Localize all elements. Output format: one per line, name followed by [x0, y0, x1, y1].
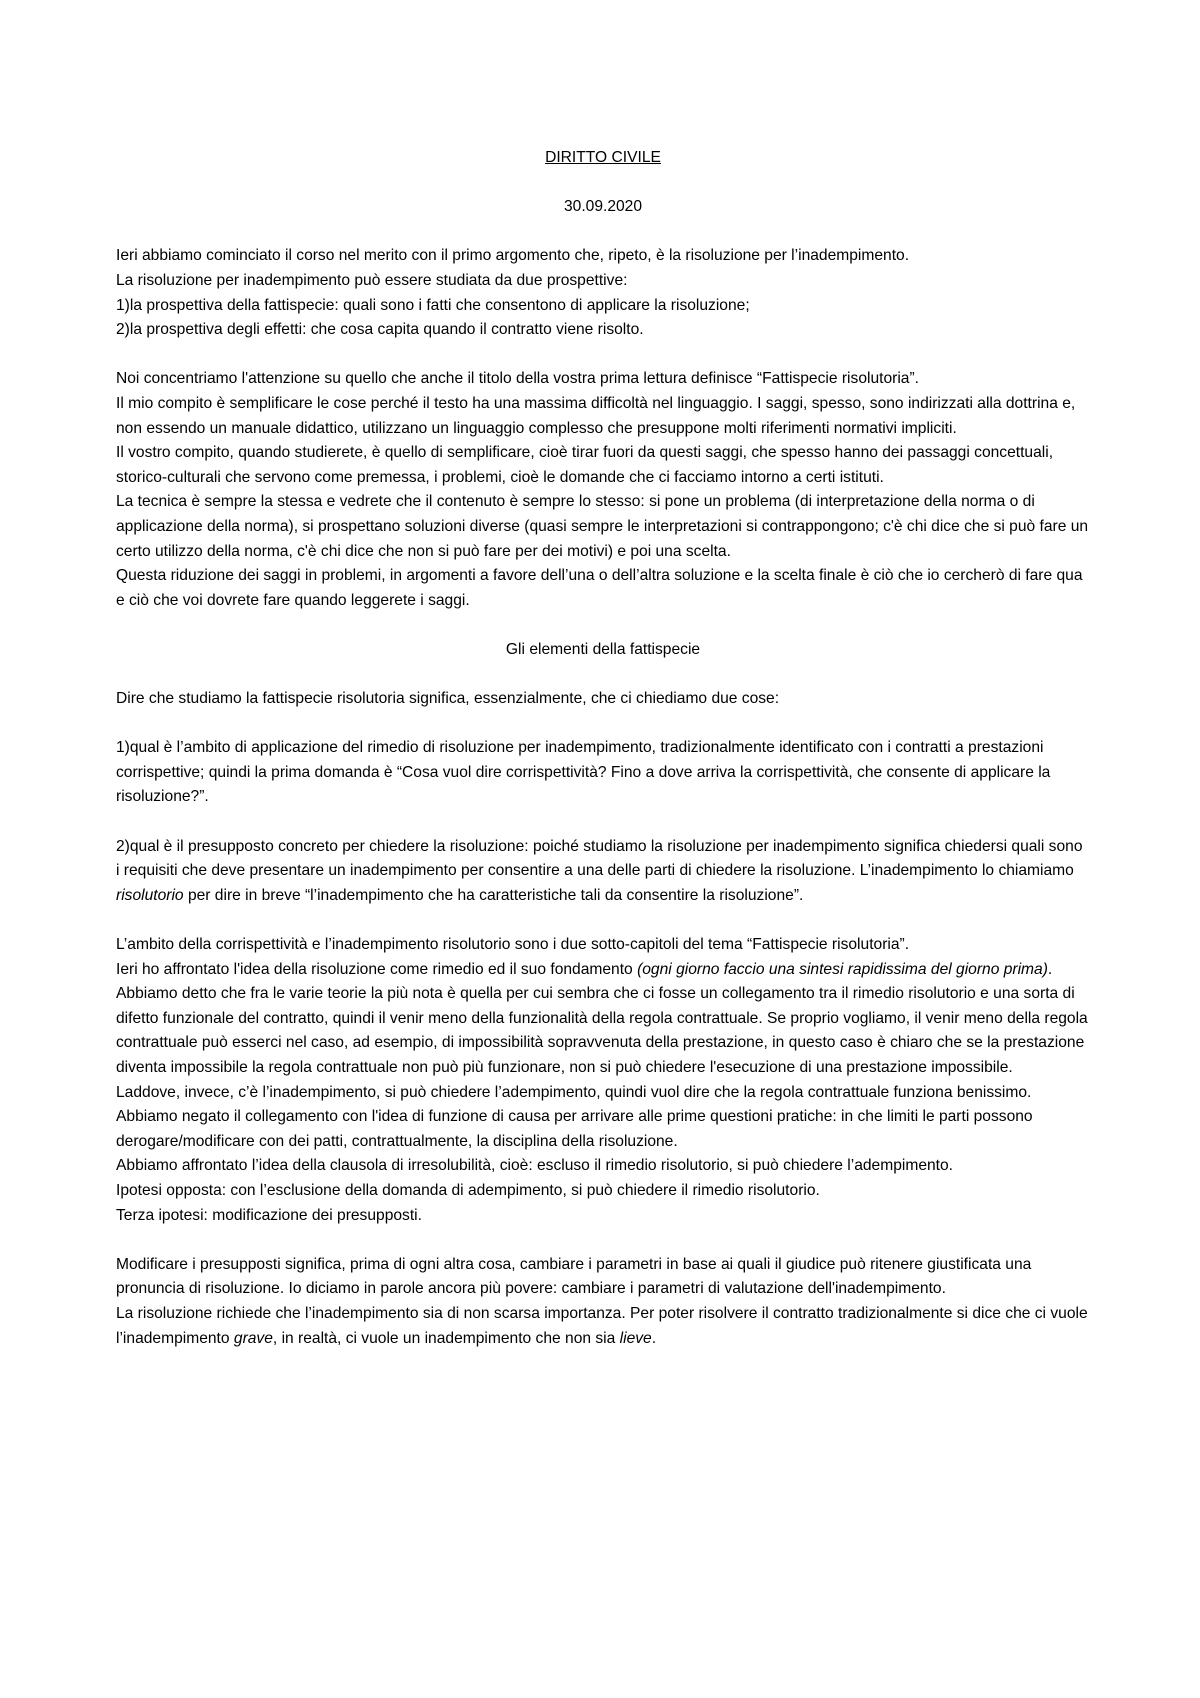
recap-paragraph-7: Terza ipotesi: modificazione dei presupposti. — [116, 1206, 422, 1224]
item-2-text-b: per dire in breve “l’inadempimento che ha caratteristiche tali da consentire la risoluzione”. — [183, 886, 804, 904]
presupposti-paragraph-1: Modificare i presupposti significa, prima di ogni altra cosa, cambiare i parametri in base ai quali il giudice può ritenere giustificata una pronuncia di risoluzione. Io diciamo in parole ancora più povere: cambiare i parametri di valutazione dell'inadempimento. — [116, 1255, 1032, 1298]
recap-paragraph-5: Abbiamo affrontato l’idea della clausola di irresolubilità, cioè: escluso il rimedio risolutorio, si può chiedere l’adempimento. — [116, 1157, 954, 1175]
recap-paragraph-3: Laddove, invece, c’è l’inadempimento, si può chiedere l’adempimento, quindi vuol dire che la regola contrattuale funziona benissimo. — [116, 1083, 1032, 1101]
recap-2-text-b: . Abbiamo detto che fra le varie teorie la più nota è quella per cui sembra che ci fosse un collegamento tra il rimedio risolutorio e una sorta di difetto funzionale del contratto, quindi il venir meno della funzionalità della regola contrattuale. Se proprio vogliamo, il venir meno della regola contrattuale può esserci nel caso, ad esempio, di impossibilità sopravvenuta della prestazione, in questo caso è chiaro che se la prestazione diventa impossibile la regola contrattuale non può più funzionare, non si può chiedere l'esecuzione di una prestazione impossibile. — [116, 960, 1088, 1076]
document-title: DIRITTO CIVILE — [545, 149, 661, 166]
intro-block — [116, 244, 1090, 342]
method-block — [116, 367, 1090, 613]
recap-paragraph-4: Abbiamo negato il collegamento con l'idea di funzione di causa per arrivare alle prime questioni pratiche: in che limiti le parti possono derogare/modificare con dei patti, contrattualmente, la disciplina della risoluzione. — [116, 1108, 1033, 1150]
item-2-emphasis: risolutorio — [116, 886, 184, 904]
presupposti-block — [116, 1253, 1090, 1351]
presupposti-2-text-c: . — [651, 1329, 657, 1347]
recap-paragraph-2 — [116, 958, 1090, 1081]
method-paragraph-1: Noi concentriamo l'attenzione su quello che anche il titolo della vostra prima lettura definisce “Fattispecie risolutoria”. — [116, 370, 919, 388]
recap-paragraph-1: L’ambito della corrispettività e l’inadempimento risolutorio sono i due sotto-capitoli del tema “Fattispecie risolutoria”. — [116, 936, 910, 953]
fattispecie-block — [116, 687, 1090, 908]
recap-2-emphasis: (ogni giorno faccio una sintesi rapidissima del giorno prima) — [637, 960, 1048, 978]
method-paragraph-5: Questa riduzione dei saggi in problemi, in argomenti a favore dell’una o dell’altra soluzione e la scelta finale è ciò che io cercherò di fare qua e ciò che voi dovrete fare quando leggerete i saggi. — [116, 567, 1083, 609]
document-page — [116, 146, 1090, 1351]
method-paragraph-3: Il vostro compito, quando studierete, è quello di semplificare, cioè tirar fuori da questi saggi, che spesso hanno dei passaggi concettuali, storico-culturali che servono come premessa, i problemi, cioè le domande che ci facciamo intorno a certi istituti. — [116, 444, 1054, 486]
presupposti-2-text-a: La risoluzione richiede che l’inadempimento sia di non scarsa importanza. Per poter risolvere il contratto tradizionalmente si dice che ci vuole l’inadempimento — [116, 1304, 1088, 1347]
intro-line-2: La risoluzione per inadempimento può essere studiata da due prospettive: — [116, 271, 628, 289]
intro-line-3: 1)la prospettiva della fattispecie: quali sono i fatti che consentono di applicare la risoluzione; — [116, 296, 750, 314]
recap-block — [116, 933, 1090, 1228]
item-2-text-a: 2)qual è il presupposto concreto per chiedere la risoluzione: poiché studiamo la risoluzione per inadempimento significa chiedersi quali sono i requisiti che deve presentare un inadempimento per consentire a una delle parti di chiedere la risoluzione. L’inadempimento lo chiamiamo — [116, 837, 1083, 880]
section-heading: Gli elementi della fattispecie — [505, 640, 701, 658]
presupposti-2-emphasis-grave: grave — [233, 1329, 273, 1347]
intro-line-1: Ieri abbiamo cominciato il corso nel merito con il primo argomento che, ripeto, è la risoluzione per l’inadempimento. — [116, 247, 910, 265]
recap-2-text-a: Ieri ho affrontato l'idea della risoluzione come rimedio ed il suo fondamento — [116, 960, 638, 978]
presupposti-2-emphasis-lieve: lieve — [619, 1329, 652, 1347]
recap-paragraph-6: Ipotesi opposta: con l’esclusione della domanda di adempimento, si può chiedere il rimedio risolutorio. — [116, 1181, 820, 1199]
intro-line-4: 2)la prospettiva degli effetti: che cosa capita quando il contratto viene risolto. — [116, 321, 644, 339]
document-date: 30.09.2020 — [563, 198, 643, 216]
presupposti-paragraph-2 — [116, 1302, 1090, 1351]
presupposti-2-text-b: , in realtà, ci vuole un inadempimento che non sia — [272, 1329, 620, 1347]
fattispecie-item-2 — [116, 835, 1090, 909]
method-paragraph-4: La tecnica è sempre la stessa e vedrete che il contenuto è sempre lo stesso: si pone un problema (di interpretazione della norma o di applicazione della norma), si prospettano soluzioni diverse (quasi sempre le interpretazioni si contrappongono; c'è chi dice che si può fare un certo utilizzo della norma, c'è chi dice che non si può fare per dei motivi) e poi una scelta. — [116, 493, 1089, 560]
fattispecie-item-1: 1)qual è l’ambito di applicazione del rimedio di risoluzione per inadempimento, tradizionalmente identificato con i contratti a prestazioni corrispettive; quindi la prima domanda è “Cosa vuol dire corrispettività? Fino a dove arriva la corrispettività, che consente di applicare la risoluzione?”. — [116, 739, 1051, 806]
fattispecie-intro: Dire che studiamo la fattispecie risolutoria significa, essenzialmente, che ci chiediamo due cose: — [116, 690, 780, 708]
method-paragraph-2: Il mio compito è semplificare le cose perché il testo ha una massima difficoltà nel linguaggio. I saggi, spesso, sono indirizzati alla dottrina e, non essendo un manuale didattico, utilizzano un linguaggio complesso che presuppone molti riferimenti normativi impliciti. — [116, 394, 1076, 437]
